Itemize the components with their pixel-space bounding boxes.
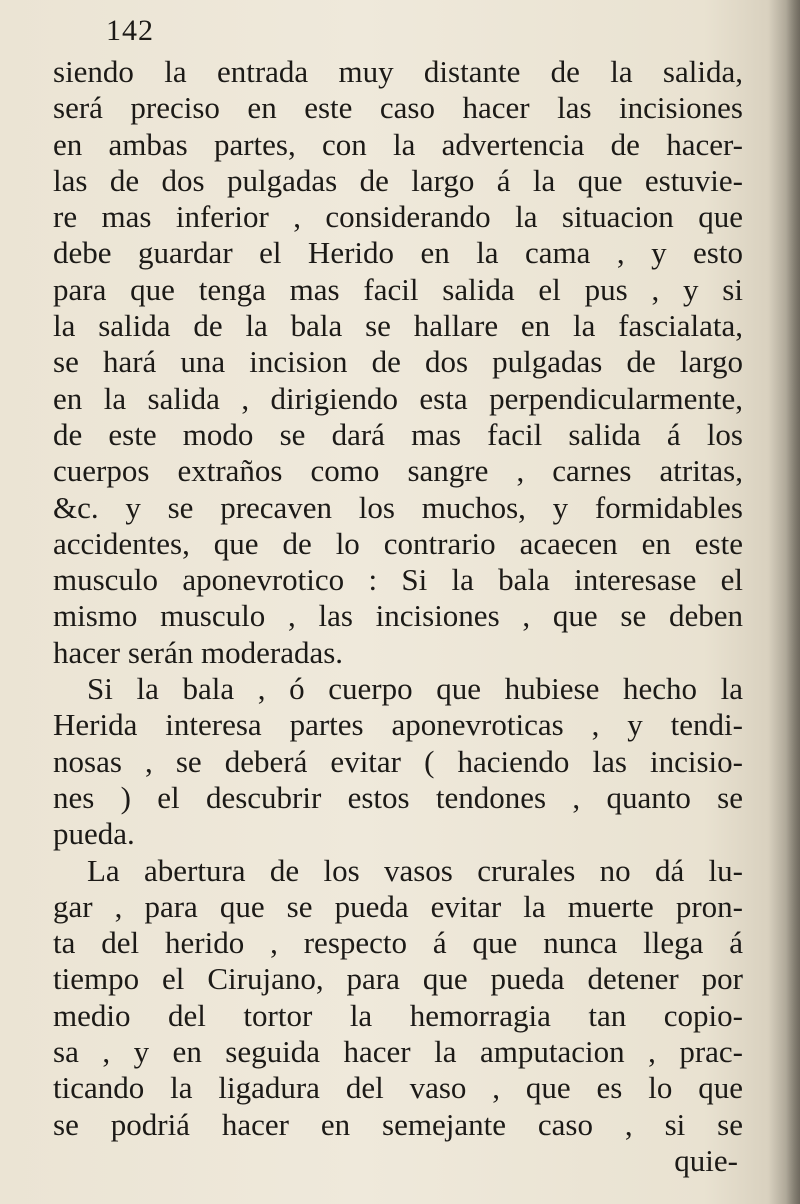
text-line: para que tenga mas facil salida el pus , y si bbox=[53, 271, 743, 307]
text-line: &c. y se precaven los muchos, y formidables bbox=[53, 489, 743, 525]
text-line: nosas , se deberá evitar ( haciendo las incisio- bbox=[53, 743, 743, 779]
text-line: las de dos pulgadas de largo á la que estuvie- bbox=[53, 162, 743, 198]
text-line: en la salida , dirigiendo esta perpendicularmente, bbox=[53, 380, 743, 416]
paragraph-start-line: Si la bala , ó cuerpo que hubiese hecho la bbox=[87, 671, 743, 707]
text-line: sa , y en seguida hacer la amputacion , prac- bbox=[53, 1034, 743, 1070]
catchword: quie- bbox=[674, 1142, 738, 1178]
text-line: gar , para que se pueda evitar la muerte pron- bbox=[53, 888, 743, 924]
text-line: la salida de la bala se hallare en la fascialata, bbox=[53, 308, 743, 344]
text-line: re mas inferior , considerando la situacion que bbox=[53, 199, 743, 235]
body-text bbox=[53, 54, 743, 1179]
text-line: de este modo se dará mas facil salida á los bbox=[53, 416, 743, 452]
text-line: accidentes, que de lo contrario acaecen en este bbox=[53, 525, 743, 561]
text-line: Herida interesa partes aponevroticas , y tendi- bbox=[53, 707, 743, 743]
text-line: ta del herido , respecto á que nunca llega á bbox=[53, 925, 743, 961]
text-line: nes ) el descubrir estos tendones , quanto se bbox=[53, 779, 743, 815]
text-line: se hará una incision de dos pulgadas de largo bbox=[53, 344, 743, 380]
text-line: debe guardar el Herido en la cama , y esto bbox=[53, 235, 743, 271]
page-edge-shadow bbox=[786, 0, 800, 1204]
text-line: siendo la entrada muy distante de la salida, bbox=[53, 54, 743, 89]
text-line: tiempo el Cirujano, para que pueda detener por bbox=[53, 961, 743, 997]
text-line: ticando la ligadura del vaso , que es lo que bbox=[53, 1070, 743, 1106]
text-line: musculo aponevrotico : Si la bala interesase el bbox=[53, 562, 743, 598]
paragraph-end-line: pueda. bbox=[53, 816, 135, 852]
text-line: cuerpos extraños como sangre , carnes atritas, bbox=[53, 453, 743, 489]
paragraph-start-line: La abertura de los vasos crurales no dá lu- bbox=[87, 852, 743, 888]
paragraph-end-line: hacer serán moderadas. bbox=[53, 634, 344, 670]
text-line: se podriá hacer en semejante caso , si se bbox=[53, 1106, 743, 1142]
text-line: medio del tortor la hemorragia tan copio- bbox=[53, 997, 743, 1033]
text-line: en ambas partes, con la advertencia de hacer- bbox=[53, 126, 743, 162]
page-number: 142 bbox=[106, 14, 154, 47]
text-line: mismo musculo , las incisiones , que se deben bbox=[53, 598, 743, 634]
text-line: será preciso en este caso hacer las incisiones bbox=[53, 90, 743, 126]
